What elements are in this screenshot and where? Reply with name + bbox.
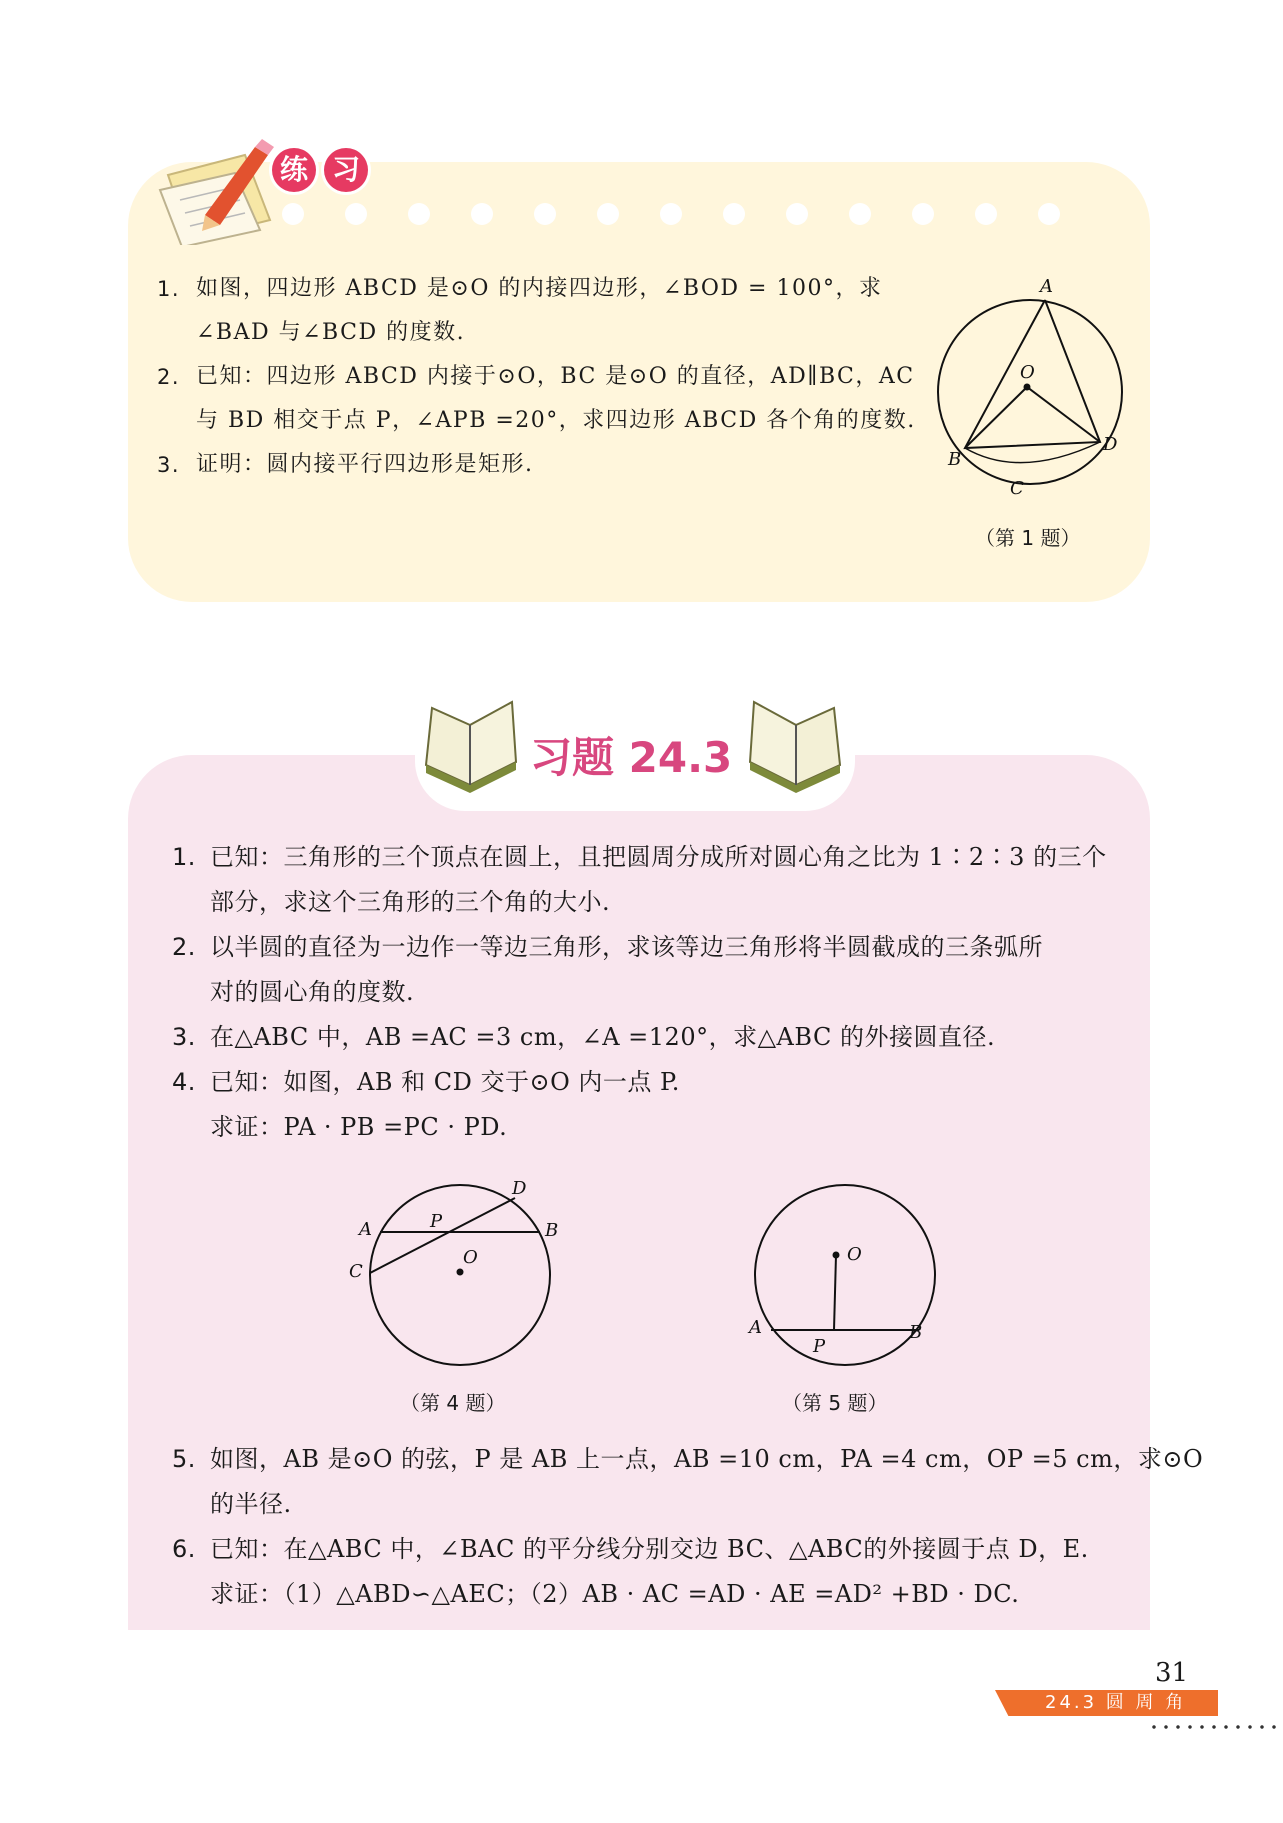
question-text: 部分，求这个三角形的三个角的大小. bbox=[210, 888, 611, 916]
label-P: P bbox=[430, 1211, 443, 1232]
label-O: O bbox=[847, 1244, 862, 1265]
page-number: 31 bbox=[1155, 1658, 1189, 1688]
practice-title-char-1: 练 bbox=[272, 148, 316, 192]
label-B: B bbox=[909, 1322, 923, 1343]
label-A: A bbox=[749, 1317, 762, 1338]
exercise-title: 习题 24.3 bbox=[530, 733, 733, 782]
question-text: 已知：在△ABC 中，∠BAC 的平分线分别交边 BC、△ABC的外接圆于点 D，E. bbox=[210, 1535, 1089, 1563]
question-number: 4. bbox=[172, 1068, 196, 1096]
label-O: O bbox=[1020, 362, 1035, 383]
question-text: 的半径. bbox=[210, 1490, 292, 1518]
label-D: D bbox=[1103, 434, 1118, 455]
label-C: C bbox=[349, 1261, 363, 1282]
practice-title bbox=[272, 148, 376, 192]
question-number: 2. bbox=[157, 365, 181, 389]
figure-5-circle-diagram bbox=[735, 1170, 955, 1370]
question-text: 已知：三角形的三个顶点在圆上，且把圆周分成所对圆心角之比为 1∶2∶3 的三个 bbox=[210, 843, 1107, 871]
label-A: A bbox=[359, 1219, 372, 1240]
label-A: A bbox=[1040, 276, 1053, 297]
label-C: C bbox=[1010, 478, 1024, 499]
question-text: 已知：四边形 ABCD 内接于⊙O，BC 是⊙O 的直径，AD∥BC，AC bbox=[196, 364, 915, 389]
question-number: 1. bbox=[157, 277, 181, 301]
question-text: ∠BAD 与∠BCD 的度数. bbox=[196, 320, 466, 345]
figure-4-circle-diagram bbox=[345, 1170, 575, 1370]
question-number: 6. bbox=[172, 1535, 196, 1563]
question-text: 已知：如图，AB 和 CD 交于⊙O 内一点 P. bbox=[210, 1068, 680, 1096]
question-text: 证明：圆内接平行四边形是矩形. bbox=[196, 452, 534, 477]
question-text: 求证：（1）△ABD∽△AEC；（2）AB · AC =AD · AE =AD² +BD · DC. bbox=[210, 1580, 1020, 1608]
label-O: O bbox=[463, 1247, 478, 1268]
book-icon-right bbox=[738, 690, 848, 800]
question-text: 求证：PA · PB =PC · PD. bbox=[210, 1113, 508, 1141]
label-D: D bbox=[512, 1178, 527, 1199]
practice-title-char-2: 习 bbox=[324, 148, 368, 192]
decorative-dots bbox=[282, 203, 1072, 225]
figure-4-caption: （第 4 题） bbox=[400, 1391, 506, 1415]
figure-1-caption: （第 1 题） bbox=[975, 526, 1081, 550]
label-P: P bbox=[813, 1336, 826, 1357]
question-number: 1. bbox=[172, 843, 196, 871]
figure-5-caption: （第 5 题） bbox=[782, 1391, 888, 1415]
question-number: 5. bbox=[172, 1445, 196, 1473]
book-icon-left bbox=[418, 690, 528, 800]
question-number: 3. bbox=[172, 1023, 196, 1051]
question-text: 以半圆的直径为一边作一等边三角形，求该等边三角形将半圆截成的三条弧所 bbox=[210, 933, 1043, 961]
question-text: 在△ABC 中，AB =AC =3 cm，∠A =120°，求△ABC 的外接圆直径. bbox=[210, 1023, 996, 1051]
pencil-paper-icon bbox=[150, 135, 290, 245]
label-B: B bbox=[545, 1220, 559, 1241]
question-text: 如图，四边形 ABCD 是⊙O 的内接四边形，∠BOD = 100°，求 bbox=[196, 276, 883, 301]
question-number: 2. bbox=[172, 933, 196, 961]
question-text: 与 BD 相交于点 P，∠APB =20°，求四边形 ABCD 各个角的度数. bbox=[196, 408, 916, 433]
figure-1-circle-diagram bbox=[930, 270, 1130, 510]
section-footer-label: 24.3 圆 周 角 bbox=[1045, 1692, 1187, 1713]
question-text: 如图，AB 是⊙O 的弦，P 是 AB 上一点，AB =10 cm，PA =4 cm，OP =5 cm，求⊙O bbox=[210, 1445, 1204, 1473]
footer-dotted-line bbox=[1148, 1725, 1283, 1729]
question-text: 对的圆心角的度数. bbox=[210, 978, 415, 1006]
question-number: 3. bbox=[157, 453, 181, 477]
label-B: B bbox=[948, 449, 962, 470]
